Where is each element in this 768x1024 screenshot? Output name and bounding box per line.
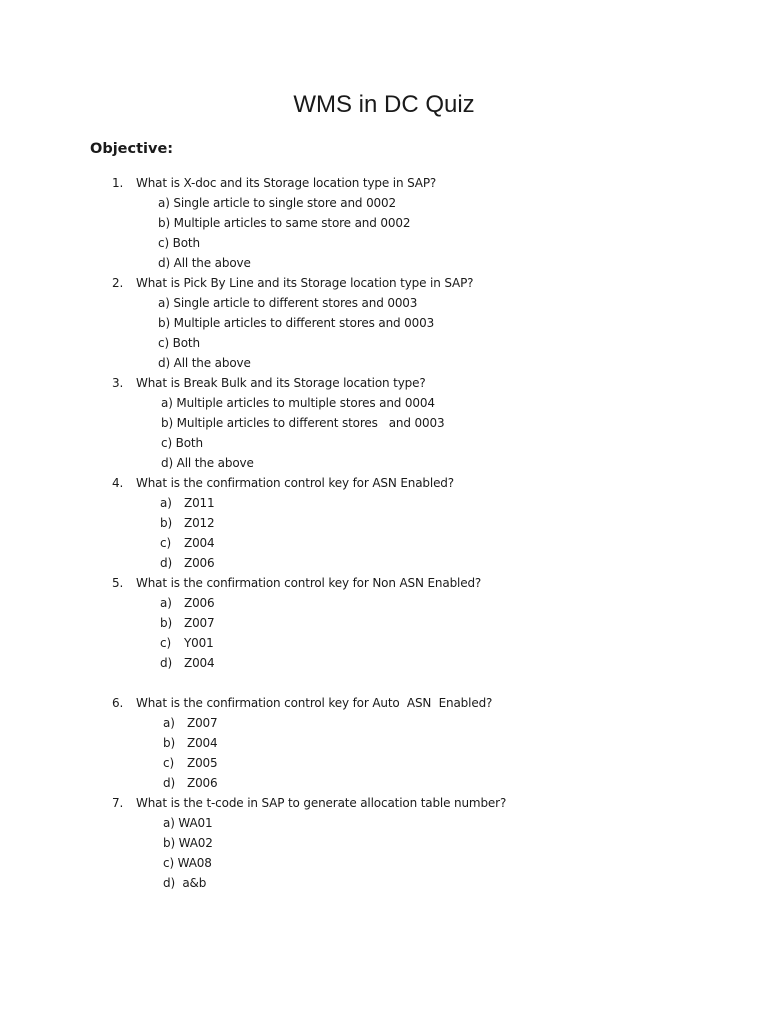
answer-option: Z011 [184, 496, 215, 510]
option-letter: a) [163, 716, 175, 730]
answer-option: Y001 [184, 636, 214, 650]
question-text: What is the t-code in SAP to generate allocation table number? [136, 796, 507, 810]
section-heading-objective: Objective: [90, 141, 174, 157]
answer-option: Z012 [184, 516, 215, 530]
answer-option: a) Single article to different stores and 0003 [158, 296, 418, 310]
answer-option: d) All the above [158, 356, 251, 370]
answer-option: Z004 [184, 536, 215, 550]
question-number: 2. [112, 276, 124, 290]
question-number: 7. [112, 796, 124, 810]
answer-option: d) All the above [158, 256, 251, 270]
answer-option: d) All the above [161, 456, 254, 470]
question-text: What is the confirmation control key for Auto ASN Enabled? [136, 696, 493, 710]
answer-option: a) Single article to single store and 0002 [158, 196, 397, 210]
answer-option: Z006 [184, 596, 215, 610]
answer-option: a) WA01 [163, 816, 213, 830]
question-number: 3. [112, 376, 124, 390]
option-letter: d) [160, 656, 172, 670]
answer-option: Z006 [187, 776, 218, 790]
answer-option: Z004 [187, 736, 218, 750]
answer-option: c) Both [158, 236, 200, 250]
question-number: 1. [112, 176, 124, 190]
answer-option: a) Multiple articles to multiple stores and 0004 [161, 396, 435, 410]
answer-option: b) Multiple articles to same store and 0002 [158, 216, 411, 230]
question-text: What is the confirmation control key for ASN Enabled? [136, 476, 454, 490]
option-letter: a) [160, 596, 172, 610]
answer-option: c) Both [158, 336, 200, 350]
answer-option: Z004 [184, 656, 215, 670]
answer-option: c) Both [161, 436, 203, 450]
option-letter: c) [160, 536, 171, 550]
question-text: What is Break Bulk and its Storage location type? [136, 376, 426, 390]
option-letter: d) [163, 776, 175, 790]
question-text: What is the confirmation control key for Non ASN Enabled? [136, 576, 482, 590]
question-text: What is Pick By Line and its Storage location type in SAP? [136, 276, 474, 290]
answer-option: Z007 [184, 616, 215, 630]
answer-option: Z006 [184, 556, 215, 570]
quiz-title: WMS in DC Quiz [293, 91, 475, 118]
option-letter: c) [160, 636, 171, 650]
option-letter: a) [160, 496, 172, 510]
answer-option: b) Multiple articles to different stores and 0003 [161, 416, 445, 430]
answer-option: b) Multiple articles to different stores and 0003 [158, 316, 435, 330]
option-letter: b) [160, 616, 172, 630]
question-number: 4. [112, 476, 124, 490]
question-number: 5. [112, 576, 124, 590]
option-letter: b) [160, 516, 172, 530]
option-letter: d) [160, 556, 172, 570]
answer-option: d) a&b [163, 876, 207, 890]
answer-option: c) WA08 [163, 856, 212, 870]
answer-option: Z007 [187, 716, 218, 730]
question-number: 6. [112, 696, 124, 710]
question-text: What is X-doc and its Storage location type in SAP? [136, 176, 437, 190]
answer-option: b) WA02 [163, 836, 213, 850]
option-letter: b) [163, 736, 175, 750]
answer-option: Z005 [187, 756, 218, 770]
option-letter: c) [163, 756, 174, 770]
